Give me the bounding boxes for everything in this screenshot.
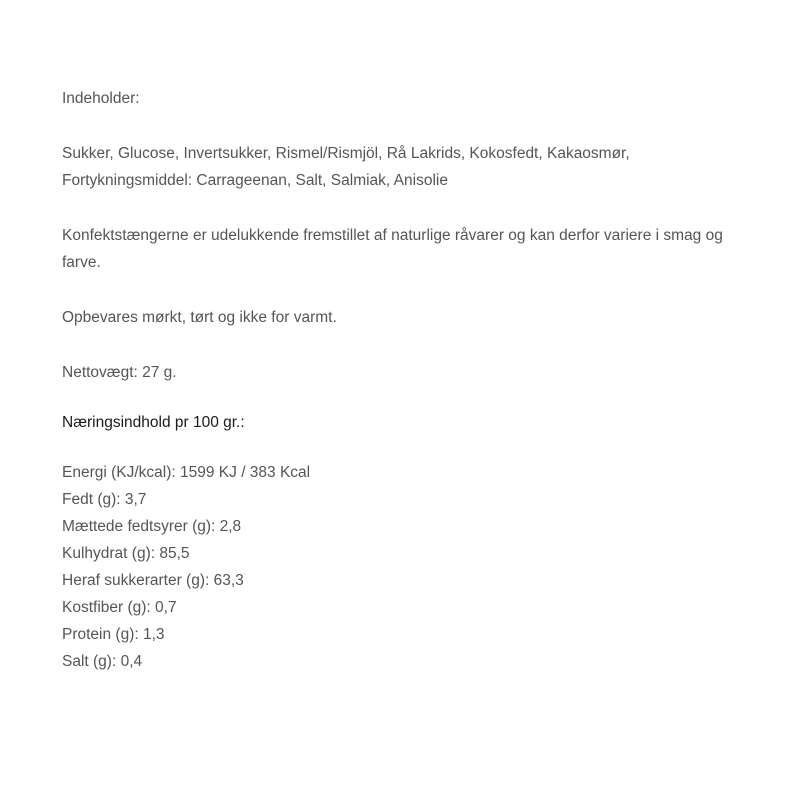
description-text: Konfektstængerne er udelukkende fremstillet af naturlige råvarer og kan derfor variere i smag og farve. [62, 227, 723, 271]
nutrition-row-fiber: Kostfiber (g): 0,7 [62, 599, 177, 616]
net-weight: Nettovægt: 27 g. [62, 364, 177, 381]
nutrition-row-salt: Salt (g): 0,4 [62, 653, 143, 670]
nutrition-row-carbohydrate: Kulhydrat (g): 85,5 [62, 545, 190, 562]
contains-label: Indeholder: [62, 90, 140, 107]
nutrition-heading: Næringsindhold pr 100 gr.: [62, 414, 245, 431]
nutrition-list [62, 459, 762, 675]
product-info [62, 85, 762, 675]
ingredients-text: Sukker, Glucose, Invertsukker, Rismel/Rismjöl, Rå Lakrids, Kokosfedt, Kakaosmør, Fortykningsmiddel: Carrageenan, Salt, Salmiak, Anisolie [62, 145, 630, 189]
nutrition-row-sugars: Heraf sukkerarter (g): 63,3 [62, 572, 244, 589]
nutrition-row-fat: Fedt (g): 3,7 [62, 491, 147, 508]
storage-text: Opbevares mørkt, tørt og ikke for varmt. [62, 309, 337, 326]
nutrition-row-protein: Protein (g): 1,3 [62, 626, 165, 643]
nutrition-row-energy: Energi (KJ/kcal): 1599 KJ / 383 Kcal [62, 464, 311, 481]
nutrition-row-saturated-fat: Mættede fedtsyrer (g): 2,8 [62, 518, 242, 535]
